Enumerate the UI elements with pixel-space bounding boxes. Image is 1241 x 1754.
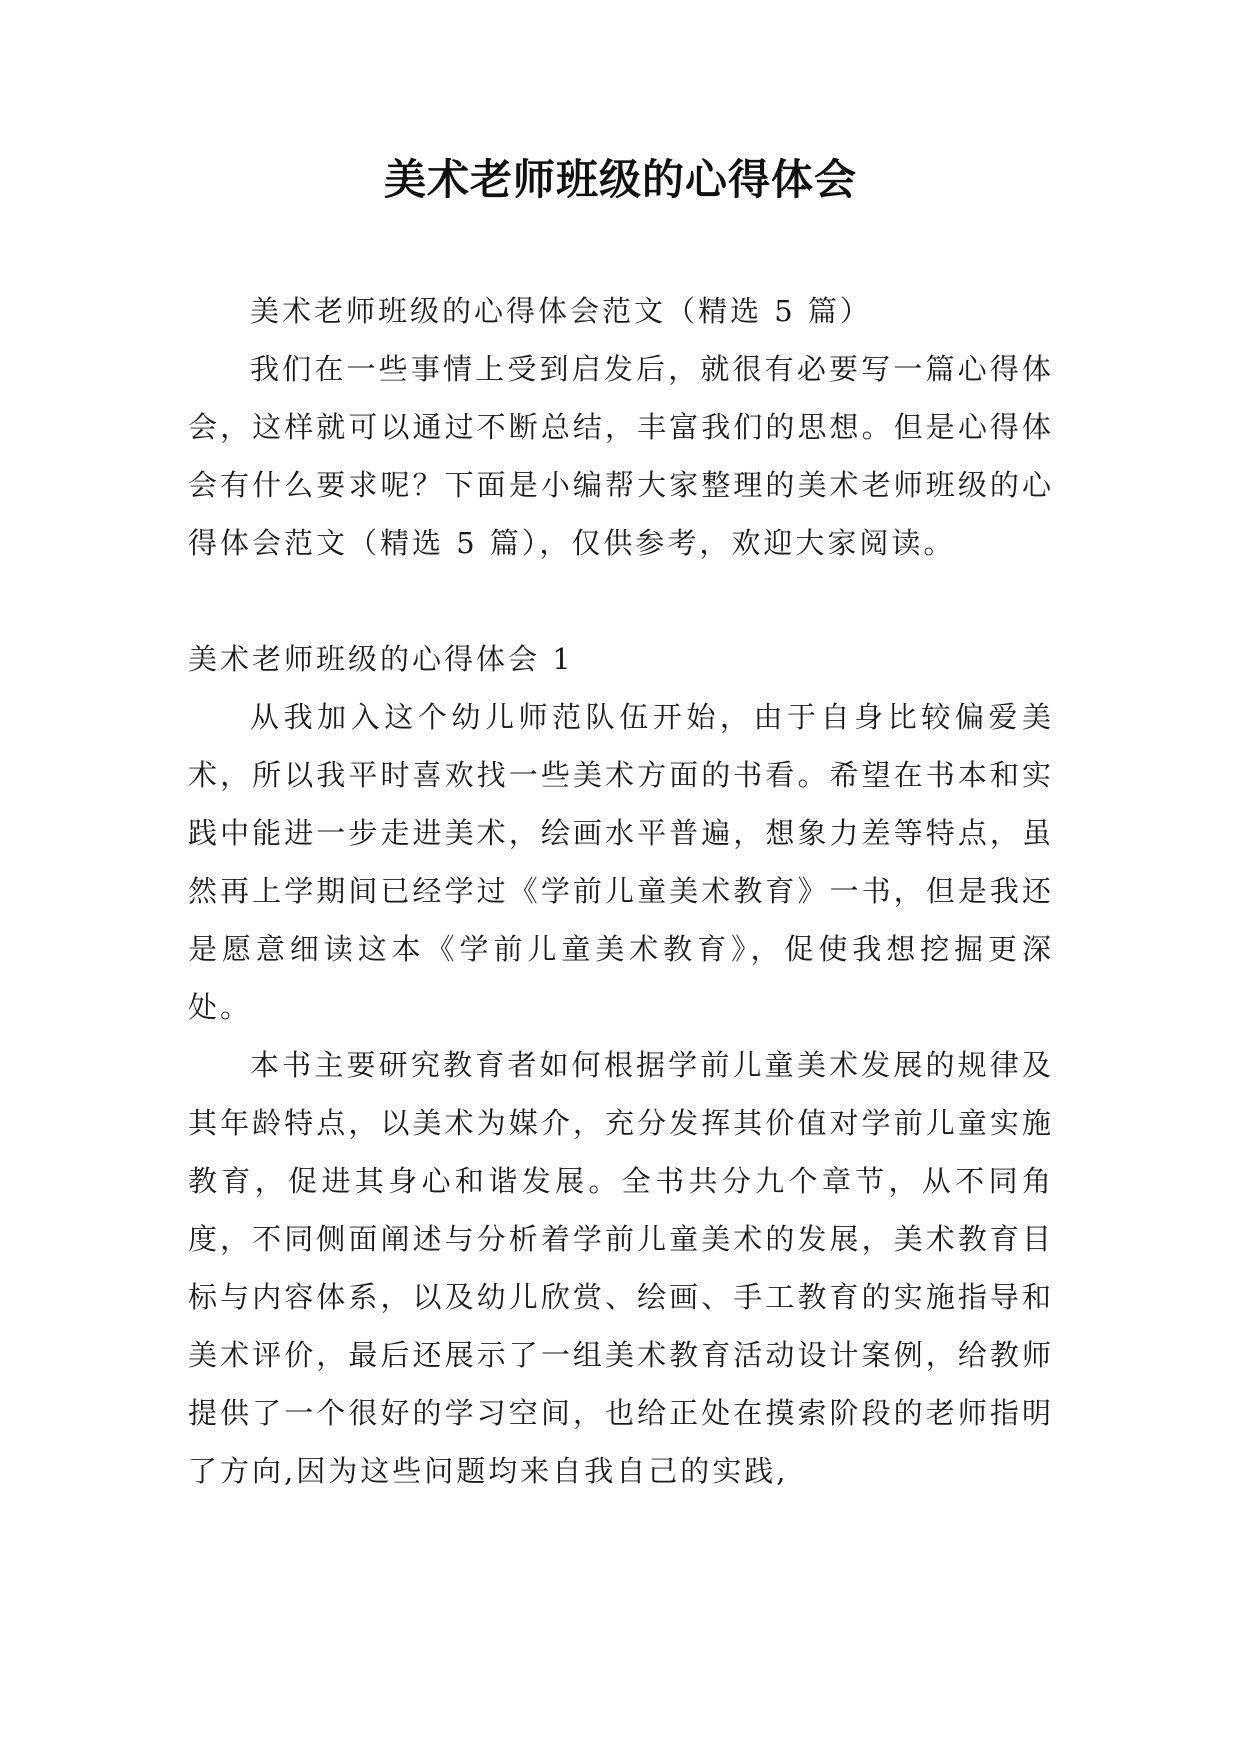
body-paragraph: 从我加入这个幼儿师范队伍开始，由于自身比较偏爱美术，所以我平时喜欢找一些美术方面的书看。希望在书本和实践中能进一步走进美术，绘画水平普遍，想象力差等特点，虽然再上学期间已经学过《学前儿童美术教育》一书，但是我还是愿意细读这本《学前儿童美术教育》，促使我想挖掘更深处。 bbox=[188, 700, 1054, 1024]
section-heading: 美术老师班级的心得体会 1 bbox=[188, 642, 574, 676]
document-body bbox=[188, 282, 1054, 1500]
document-subtitle: 美术老师班级的心得体会范文（精选 5 篇） bbox=[250, 294, 872, 328]
body-paragraph: 本书主要研究教育者如何根据学前儿童美术发展的规律及其年龄特点，以美术为媒介，充分发挥其价值对学前儿童实施教育，促进其身心和谐发展。全书共分九个章节，从不同角度，不同侧面阐述与分析着学前儿童美术的发展，美术教育目标与内容体系，以及幼儿欣赏、绘画、手工教育的实施指导和美术评价，最后还展示了一组美术教育活动设计案例，给教师提供了一个很好的学习空间，也给正处在摸索阶段的老师指明了方向,因为这些问题均来自我自己的实践, bbox=[188, 1048, 1054, 1488]
intro-paragraph: 我们在一些事情上受到启发后，就很有必要写一篇心得体会，这样就可以通过不断总结，丰富我们的思想。但是心得体会有什么要求呢？下面是小编帮大家整理的美术老师班级的心得体会范文（精选 5 篇），仅供参考，欢迎大家阅读。 bbox=[188, 352, 1054, 560]
document-title: 美术老师班级的心得体会 bbox=[383, 155, 857, 204]
